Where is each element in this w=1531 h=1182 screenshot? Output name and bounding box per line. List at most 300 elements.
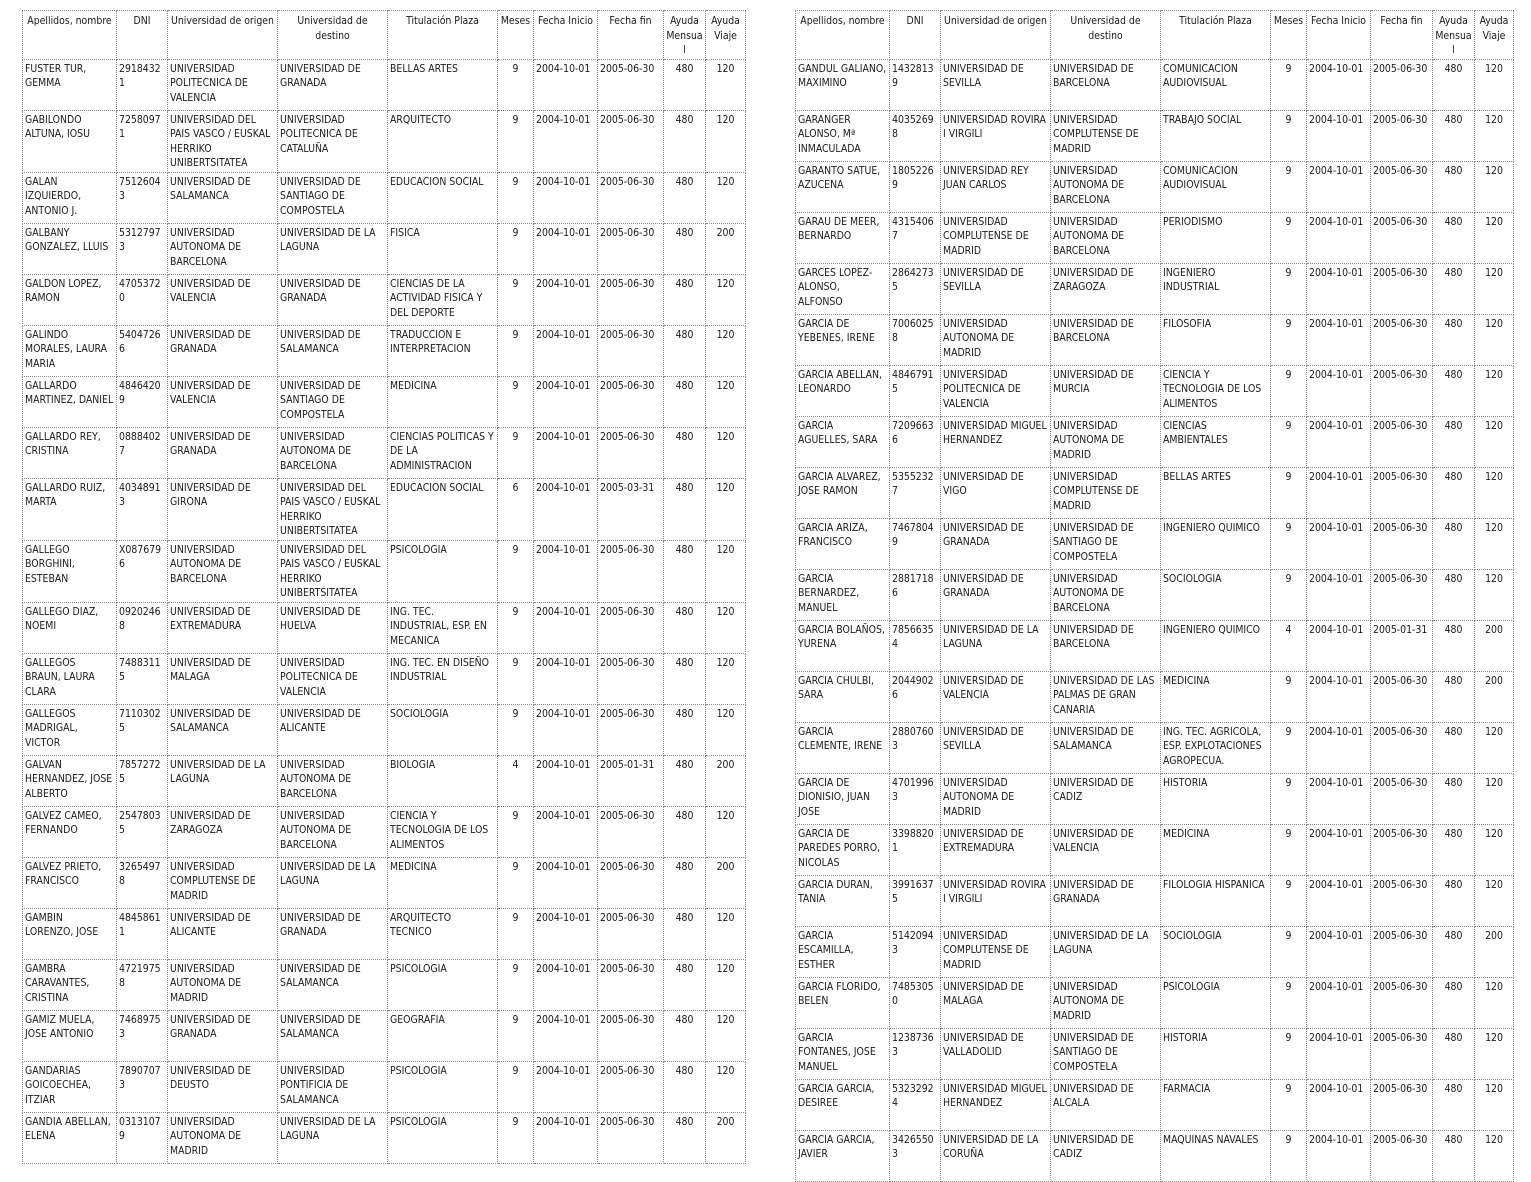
cell-name: GARCIA DE PAREDES PORRO, NICOLAS	[796, 824, 890, 875]
table-row	[23, 704, 746, 755]
table-row	[796, 416, 1514, 467]
cell-monthly-aid: 480	[1433, 518, 1475, 569]
cell-dni: 48464209	[117, 376, 168, 427]
cell-months: 6	[498, 478, 534, 540]
header-name: Apellidos, nombre	[796, 11, 890, 60]
cell-degree: HISTORIA	[1161, 773, 1271, 824]
cell-start-date: 2004-10-01	[534, 959, 598, 1010]
cell-months: 9	[498, 427, 534, 478]
cell-name: GAMIZ MUELA, JOSE ANTONIO	[23, 1010, 117, 1061]
cell-start-date: 2004-10-01	[534, 908, 598, 959]
cell-dni: 40348913	[117, 478, 168, 540]
cell-end-date: 2005-01-31	[598, 755, 664, 806]
cell-name: GALVAN HERNANDEZ, JOSE ALBERTO	[23, 755, 117, 806]
cell-months: 9	[498, 857, 534, 908]
cell-destination-university: UNIVERSIDAD AUTONOMA DE BARCELONA	[278, 427, 388, 478]
header-end-date: Fecha fin	[1371, 11, 1433, 60]
cell-travel-aid: 120	[706, 274, 746, 325]
table-row	[796, 263, 1514, 314]
table-row	[23, 653, 746, 704]
cell-origin-university: UNIVERSIDAD DE LA CORUÑA	[941, 1130, 1051, 1181]
cell-months: 9	[1271, 1028, 1307, 1079]
cell-name: GARCIA DE YEBENES, IRENE	[796, 314, 890, 365]
cell-degree: BIOLOGIA	[388, 755, 498, 806]
cell-origin-university: UNIVERSIDAD DEL PAIS VASCO / EUSKAL HERRIKO UNIBERTSITATEA	[168, 110, 278, 172]
cell-months: 9	[1271, 671, 1307, 722]
cell-months: 9	[1271, 518, 1307, 569]
table-row	[796, 926, 1514, 977]
cell-monthly-aid: 480	[1433, 977, 1475, 1028]
cell-origin-university: UNIVERSIDAD DE VALENCIA	[168, 274, 278, 325]
cell-monthly-aid: 480	[1433, 824, 1475, 875]
cell-name: GARANTO SATUE, AZUCENA	[796, 161, 890, 212]
header-degree: Titulación Plaza	[1161, 11, 1271, 60]
cell-monthly-aid: 480	[1433, 212, 1475, 263]
cell-origin-university: UNIVERSIDAD ROVIRA I VIRGILI	[941, 110, 1051, 161]
cell-dni: 53552327	[890, 467, 941, 518]
table-row	[796, 773, 1514, 824]
cell-destination-university: UNIVERSIDAD PONTIFICIA DE SALAMANCA	[278, 1061, 388, 1112]
cell-start-date: 2004-10-01	[534, 172, 598, 223]
cell-name: GANDARIAS GOICOECHEA, ITZIAR	[23, 1061, 117, 1112]
cell-name: GALDON LOPEZ, RAMON	[23, 274, 117, 325]
cell-origin-university: UNIVERSIDAD DE VIGO	[941, 467, 1051, 518]
table-row	[796, 1028, 1514, 1079]
cell-dni: 71103025	[117, 704, 168, 755]
cell-start-date: 2004-10-01	[1307, 161, 1371, 212]
cell-degree: INGENIERO INDUSTRIAL	[1161, 263, 1271, 314]
cell-travel-aid: 120	[706, 1061, 746, 1112]
cell-origin-university: UNIVERSIDAD COMPLUTENSE DE MADRID	[168, 857, 278, 908]
cell-dni: 25478035	[117, 806, 168, 857]
cell-degree: MEDICINA	[388, 376, 498, 427]
cell-end-date: 2005-06-30	[1371, 875, 1433, 926]
cell-monthly-aid: 480	[1433, 161, 1475, 212]
cell-dni: 74883115	[117, 653, 168, 704]
cell-name: GALINDO MORALES, LAURA MARIA	[23, 325, 117, 376]
cell-degree: SOCIOLOGIA	[388, 704, 498, 755]
cell-start-date: 2004-10-01	[534, 540, 598, 602]
cell-monthly-aid: 480	[664, 376, 706, 427]
cell-destination-university: UNIVERSIDAD COMPLUTENSE DE MADRID	[1051, 110, 1161, 161]
cell-end-date: 2005-06-30	[1371, 569, 1433, 620]
cell-origin-university: UNIVERSIDAD DE VALENCIA	[941, 671, 1051, 722]
cell-start-date: 2004-10-01	[1307, 722, 1371, 773]
cell-origin-university: UNIVERSIDAD DE EXTREMADURA	[168, 602, 278, 653]
cell-dni: 53127973	[117, 223, 168, 274]
table-row	[23, 540, 746, 602]
cell-start-date: 2004-10-01	[534, 110, 598, 172]
cell-months: 9	[498, 704, 534, 755]
cell-dni: 29184321	[117, 59, 168, 110]
cell-monthly-aid: 480	[664, 1061, 706, 1112]
header-months: Meses	[1271, 11, 1307, 60]
cell-end-date: 2005-06-30	[1371, 773, 1433, 824]
cell-travel-aid: 120	[1475, 518, 1514, 569]
cell-end-date: 2005-06-30	[1371, 467, 1433, 518]
cell-degree: SOCIOLOGIA	[1161, 926, 1271, 977]
header-months: Meses	[498, 11, 534, 60]
cell-travel-aid: 120	[706, 110, 746, 172]
cell-dni: 03131079	[117, 1112, 168, 1163]
cell-origin-university: UNIVERSIDAD DE DEUSTO	[168, 1061, 278, 1112]
cell-end-date: 2005-06-30	[598, 110, 664, 172]
cell-degree: FISICA	[388, 223, 498, 274]
cell-start-date: 2004-10-01	[534, 602, 598, 653]
cell-degree: SOCIOLOGIA	[1161, 569, 1271, 620]
cell-destination-university: UNIVERSIDAD DEL PAIS VASCO / EUSKAL HERRIKO UNIBERTSITATEA	[278, 540, 388, 602]
header-destination-university: Universidad de destino	[278, 11, 388, 60]
cell-dni: X0876796	[117, 540, 168, 602]
table-row	[796, 467, 1514, 518]
cell-destination-university: UNIVERSIDAD DE CADIZ	[1051, 773, 1161, 824]
cell-dni: 47219758	[117, 959, 168, 1010]
cell-origin-university: UNIVERSIDAD DE LA LAGUNA	[941, 620, 1051, 671]
cell-degree: EDUCACION SOCIAL	[388, 172, 498, 223]
cell-origin-university: UNIVERSIDAD COMPLUTENSE DE MADRID	[941, 212, 1051, 263]
cell-destination-university: UNIVERSIDAD DE SANTIAGO DE COMPOSTELA	[1051, 518, 1161, 569]
cell-months: 9	[1271, 263, 1307, 314]
cell-end-date: 2005-06-30	[598, 59, 664, 110]
cell-travel-aid: 120	[706, 653, 746, 704]
cell-origin-university: UNIVERSIDAD DE SEVILLA	[941, 59, 1051, 110]
cell-travel-aid: 120	[1475, 467, 1514, 518]
cell-degree: CIENCIAS POLITICAS Y DE LA ADMINISTRACION	[388, 427, 498, 478]
cell-months: 9	[1271, 416, 1307, 467]
cell-dni: 28817186	[890, 569, 941, 620]
cell-monthly-aid: 480	[1433, 722, 1475, 773]
cell-months: 9	[498, 274, 534, 325]
cell-origin-university: UNIVERSIDAD AUTONOMA DE MADRID	[941, 314, 1051, 365]
cell-months: 9	[1271, 161, 1307, 212]
cell-destination-university: UNIVERSIDAD DE GRANADA	[1051, 875, 1161, 926]
cell-destination-university: UNIVERSIDAD COMPLUTENSE DE MADRID	[1051, 467, 1161, 518]
cell-name: GAMBIN LORENZO, JOSE	[23, 908, 117, 959]
cell-start-date: 2004-10-01	[1307, 263, 1371, 314]
cell-monthly-aid: 480	[1433, 365, 1475, 416]
cell-degree: MAQUINAS NAVALES	[1161, 1130, 1271, 1181]
cell-travel-aid: 200	[706, 755, 746, 806]
cell-degree: PSICOLOGIA	[388, 540, 498, 602]
cell-degree: EDUCACION SOCIAL	[388, 478, 498, 540]
cell-dni: 74689753	[117, 1010, 168, 1061]
cell-destination-university: UNIVERSIDAD DE CADIZ	[1051, 1130, 1161, 1181]
cell-monthly-aid: 480	[664, 653, 706, 704]
cell-name: GALVEZ CAMEO, FERNANDO	[23, 806, 117, 857]
grants-table-right	[795, 10, 1514, 1182]
cell-start-date: 2004-10-01	[1307, 110, 1371, 161]
cell-dni: 78566354	[890, 620, 941, 671]
cell-origin-university: UNIVERSIDAD AUTONOMA DE MADRID	[168, 959, 278, 1010]
cell-end-date: 2005-03-31	[598, 478, 664, 540]
cell-start-date: 2004-10-01	[1307, 569, 1371, 620]
cell-start-date: 2004-10-01	[534, 1112, 598, 1163]
cell-degree: COMUNICACION AUDIOVISUAL	[1161, 59, 1271, 110]
cell-start-date: 2004-10-01	[534, 704, 598, 755]
cell-dni: 12387363	[890, 1028, 941, 1079]
cell-degree: ING. TEC. EN DISEÑO INDUSTRIAL	[388, 653, 498, 704]
cell-months: 9	[498, 1061, 534, 1112]
cell-monthly-aid: 480	[664, 59, 706, 110]
table-row	[796, 722, 1514, 773]
cell-degree: BELLAS ARTES	[1161, 467, 1271, 518]
cell-end-date: 2005-06-30	[598, 857, 664, 908]
cell-months: 9	[498, 1010, 534, 1061]
cell-name: GALLEGOS MADRIGAL, VICTOR	[23, 704, 117, 755]
cell-dni: 32654978	[117, 857, 168, 908]
cell-end-date: 2005-06-30	[598, 223, 664, 274]
cell-end-date: 2005-06-30	[598, 325, 664, 376]
cell-end-date: 2005-06-30	[598, 1112, 664, 1163]
cell-degree: COMUNICACION AUDIOVISUAL	[1161, 161, 1271, 212]
cell-name: GALLEGO BORGHINI, ESTEBAN	[23, 540, 117, 602]
cell-degree: MEDICINA	[388, 857, 498, 908]
cell-destination-university: UNIVERSIDAD AUTONOMA DE BARCELONA	[278, 806, 388, 857]
header-origin-university: Universidad de origen	[941, 11, 1051, 60]
cell-degree: ARQUITECTO	[388, 110, 498, 172]
cell-origin-university: UNIVERSIDAD DE VALENCIA	[168, 376, 278, 427]
cell-end-date: 2005-06-30	[1371, 110, 1433, 161]
cell-origin-university: UNIVERSIDAD AUTONOMA DE MADRID	[941, 773, 1051, 824]
cell-travel-aid: 120	[1475, 263, 1514, 314]
cell-travel-aid: 120	[706, 602, 746, 653]
cell-start-date: 2004-10-01	[1307, 1130, 1371, 1181]
cell-degree: ING. TEC. INDUSTRIAL, ESP. EN MECANICA	[388, 602, 498, 653]
cell-monthly-aid: 480	[1433, 773, 1475, 824]
cell-travel-aid: 120	[1475, 773, 1514, 824]
cell-travel-aid: 120	[706, 1010, 746, 1061]
cell-start-date: 2004-10-01	[1307, 926, 1371, 977]
cell-monthly-aid: 480	[1433, 1028, 1475, 1079]
cell-start-date: 2004-10-01	[534, 857, 598, 908]
cell-travel-aid: 120	[1475, 1028, 1514, 1079]
table-row	[23, 376, 746, 427]
cell-destination-university: UNIVERSIDAD DE LAS PALMAS DE GRAN CANARIA	[1051, 671, 1161, 722]
cell-origin-university: UNIVERSIDAD DE SEVILLA	[941, 722, 1051, 773]
header-start-date: Fecha Inicio	[1307, 11, 1371, 60]
cell-travel-aid: 120	[706, 427, 746, 478]
cell-start-date: 2004-10-01	[534, 1061, 598, 1112]
cell-origin-university: UNIVERSIDAD DE ZARAGOZA	[168, 806, 278, 857]
table-row	[796, 518, 1514, 569]
cell-destination-university: UNIVERSIDAD DE BARCELONA	[1051, 620, 1161, 671]
cell-monthly-aid: 480	[1433, 263, 1475, 314]
table-row	[23, 1061, 746, 1112]
cell-monthly-aid: 480	[664, 806, 706, 857]
cell-monthly-aid: 480	[664, 755, 706, 806]
header-start-date: Fecha Inicio	[534, 11, 598, 60]
cell-origin-university: UNIVERSIDAD DE MALAGA	[941, 977, 1051, 1028]
cell-origin-university: UNIVERSIDAD ROVIRA I VIRGILI	[941, 875, 1051, 926]
cell-monthly-aid: 480	[1433, 110, 1475, 161]
cell-months: 9	[1271, 926, 1307, 977]
cell-months: 9	[1271, 1079, 1307, 1130]
cell-months: 9	[1271, 59, 1307, 110]
cell-travel-aid: 120	[706, 959, 746, 1010]
cell-end-date: 2005-06-30	[598, 376, 664, 427]
cell-name: GALAN IZQUIERDO, ANTONIO J.	[23, 172, 117, 223]
cell-monthly-aid: 480	[1433, 467, 1475, 518]
cell-end-date: 2005-06-30	[598, 908, 664, 959]
cell-end-date: 2005-01-31	[1371, 620, 1433, 671]
cell-name: GARCIA GARCIA, JAVIER	[796, 1130, 890, 1181]
cell-dni: 75126043	[117, 172, 168, 223]
cell-degree: TRABAJO SOCIAL	[1161, 110, 1271, 161]
cell-travel-aid: 200	[706, 857, 746, 908]
cell-name: GARCIA ALVAREZ, JOSE RAMON	[796, 467, 890, 518]
cell-dni: 20449026	[890, 671, 941, 722]
cell-dni: 34265503	[890, 1130, 941, 1181]
cell-dni: 47019963	[890, 773, 941, 824]
cell-travel-aid: 120	[1475, 722, 1514, 773]
cell-monthly-aid: 480	[664, 1010, 706, 1061]
cell-start-date: 2004-10-01	[1307, 314, 1371, 365]
cell-monthly-aid: 480	[1433, 1130, 1475, 1181]
cell-months: 9	[498, 806, 534, 857]
cell-start-date: 2004-10-01	[534, 274, 598, 325]
header-destination-university: Universidad de destino	[1051, 11, 1161, 60]
header-monthly-aid: Ayuda Mensual	[664, 11, 706, 60]
cell-months: 9	[1271, 722, 1307, 773]
cell-travel-aid: 200	[1475, 620, 1514, 671]
table-row	[23, 908, 746, 959]
cell-travel-aid: 120	[1475, 314, 1514, 365]
table-row	[23, 1010, 746, 1061]
cell-dni: 18052269	[890, 161, 941, 212]
cell-name: GALLARDO REY, CRISTINA	[23, 427, 117, 478]
cell-months: 9	[1271, 1130, 1307, 1181]
cell-name: GARCIA BOLAÑOS, YURENA	[796, 620, 890, 671]
cell-travel-aid: 120	[1475, 977, 1514, 1028]
cell-travel-aid: 120	[1475, 161, 1514, 212]
cell-dni: 53232924	[890, 1079, 941, 1130]
cell-start-date: 2004-10-01	[1307, 59, 1371, 110]
cell-name: FUSTER TUR, GEMMA	[23, 59, 117, 110]
cell-monthly-aid: 480	[1433, 620, 1475, 671]
cell-dni: 40352698	[890, 110, 941, 161]
cell-name: GARCIA ABELLAN, LEONARDO	[796, 365, 890, 416]
cell-travel-aid: 120	[1475, 824, 1514, 875]
cell-dni: 72096636	[890, 416, 941, 467]
cell-origin-university: UNIVERSIDAD DE GIRONA	[168, 478, 278, 540]
cell-dni: 48467915	[890, 365, 941, 416]
cell-destination-university: UNIVERSIDAD AUTONOMA DE BARCELONA	[1051, 569, 1161, 620]
cell-destination-university: UNIVERSIDAD DE GRANADA	[278, 274, 388, 325]
cell-monthly-aid: 480	[1433, 671, 1475, 722]
cell-monthly-aid: 480	[664, 704, 706, 755]
cell-degree: MEDICINA	[1161, 824, 1271, 875]
table-row	[796, 365, 1514, 416]
header-dni: DNI	[890, 11, 941, 60]
cell-start-date: 2004-10-01	[1307, 1028, 1371, 1079]
cell-travel-aid: 200	[1475, 671, 1514, 722]
cell-travel-aid: 120	[706, 478, 746, 540]
cell-dni: 47053720	[117, 274, 168, 325]
cell-travel-aid: 120	[1475, 1130, 1514, 1181]
cell-monthly-aid: 480	[664, 325, 706, 376]
cell-name: GARCIA FONTANES, JOSE MANUEL	[796, 1028, 890, 1079]
cell-destination-university: UNIVERSIDAD AUTONOMA DE BARCELONA	[1051, 161, 1161, 212]
cell-name: GARCIA BERNARDEZ, MANUEL	[796, 569, 890, 620]
cell-months: 4	[1271, 620, 1307, 671]
cell-name: GARAU DE MEER, BERNARDO	[796, 212, 890, 263]
cell-end-date: 2005-06-30	[1371, 161, 1433, 212]
cell-dni: 78907073	[117, 1061, 168, 1112]
cell-name: GALLARDO MARTINEZ, DANIEL	[23, 376, 117, 427]
table-row	[796, 569, 1514, 620]
cell-travel-aid: 120	[706, 59, 746, 110]
cell-origin-university: UNIVERSIDAD AUTONOMA DE MADRID	[168, 1112, 278, 1163]
cell-end-date: 2005-06-30	[1371, 1130, 1433, 1181]
cell-end-date: 2005-06-30	[598, 1061, 664, 1112]
table-body-right	[796, 59, 1514, 1181]
grants-table-left	[22, 10, 746, 1164]
cell-monthly-aid: 480	[664, 172, 706, 223]
cell-degree: PSICOLOGIA	[388, 1061, 498, 1112]
cell-destination-university: UNIVERSIDAD DE SANTIAGO DE COMPOSTELA	[1051, 1028, 1161, 1079]
cell-origin-university: UNIVERSIDAD DE MALAGA	[168, 653, 278, 704]
cell-degree: MEDICINA	[1161, 671, 1271, 722]
cell-destination-university: UNIVERSIDAD DE BARCELONA	[1051, 59, 1161, 110]
cell-monthly-aid: 480	[1433, 875, 1475, 926]
table-row	[796, 1079, 1514, 1130]
cell-end-date: 2005-06-30	[1371, 722, 1433, 773]
cell-destination-university: UNIVERSIDAD DE SALAMANCA	[278, 325, 388, 376]
cell-travel-aid: 200	[706, 1112, 746, 1163]
cell-origin-university: UNIVERSIDAD COMPLUTENSE DE MADRID	[941, 926, 1051, 977]
cell-travel-aid: 120	[1475, 1079, 1514, 1130]
cell-start-date: 2004-10-01	[1307, 773, 1371, 824]
cell-monthly-aid: 480	[1433, 569, 1475, 620]
cell-end-date: 2005-06-30	[598, 427, 664, 478]
cell-origin-university: UNIVERSIDAD POLITECNICA DE VALENCIA	[941, 365, 1051, 416]
cell-dni: 72580971	[117, 110, 168, 172]
cell-degree: FILOLOGIA HISPANICA	[1161, 875, 1271, 926]
cell-origin-university: UNIVERSIDAD DE GRANADA	[941, 518, 1051, 569]
cell-end-date: 2005-06-30	[598, 704, 664, 755]
cell-end-date: 2005-06-30	[1371, 59, 1433, 110]
cell-months: 9	[498, 1112, 534, 1163]
cell-dni: 48458611	[117, 908, 168, 959]
table-row	[796, 824, 1514, 875]
cell-dni: 39916375	[890, 875, 941, 926]
table-row	[23, 1112, 746, 1163]
cell-name: GARCIA CHULBI, SARA	[796, 671, 890, 722]
cell-end-date: 2005-06-30	[598, 1010, 664, 1061]
cell-months: 9	[498, 602, 534, 653]
table-row	[23, 478, 746, 540]
cell-degree: GEOGRAFIA	[388, 1010, 498, 1061]
cell-origin-university: UNIVERSIDAD DE ALICANTE	[168, 908, 278, 959]
cell-months: 9	[1271, 977, 1307, 1028]
cell-origin-university: UNIVERSIDAD DE GRANADA	[941, 569, 1051, 620]
cell-end-date: 2005-06-30	[598, 172, 664, 223]
cell-dni: 51420943	[890, 926, 941, 977]
cell-degree: FARMACIA	[1161, 1079, 1271, 1130]
cell-travel-aid: 120	[706, 325, 746, 376]
cell-months: 9	[1271, 875, 1307, 926]
cell-months: 9	[1271, 110, 1307, 161]
cell-degree: CIENCIA Y TECNOLOGIA DE LOS ALIMENTOS	[388, 806, 498, 857]
table-row	[796, 977, 1514, 1028]
cell-months: 9	[498, 376, 534, 427]
cell-destination-university: UNIVERSIDAD DE MURCIA	[1051, 365, 1161, 416]
right-table-panel	[795, 10, 1513, 1182]
cell-travel-aid: 120	[706, 806, 746, 857]
cell-months: 9	[498, 172, 534, 223]
cell-degree: ING. TEC. AGRICOLA, ESP. EXPLOTACIONES AGROPECUA.	[1161, 722, 1271, 773]
cell-destination-university: UNIVERSIDAD POLITECNICA DE CATALUÑA	[278, 110, 388, 172]
